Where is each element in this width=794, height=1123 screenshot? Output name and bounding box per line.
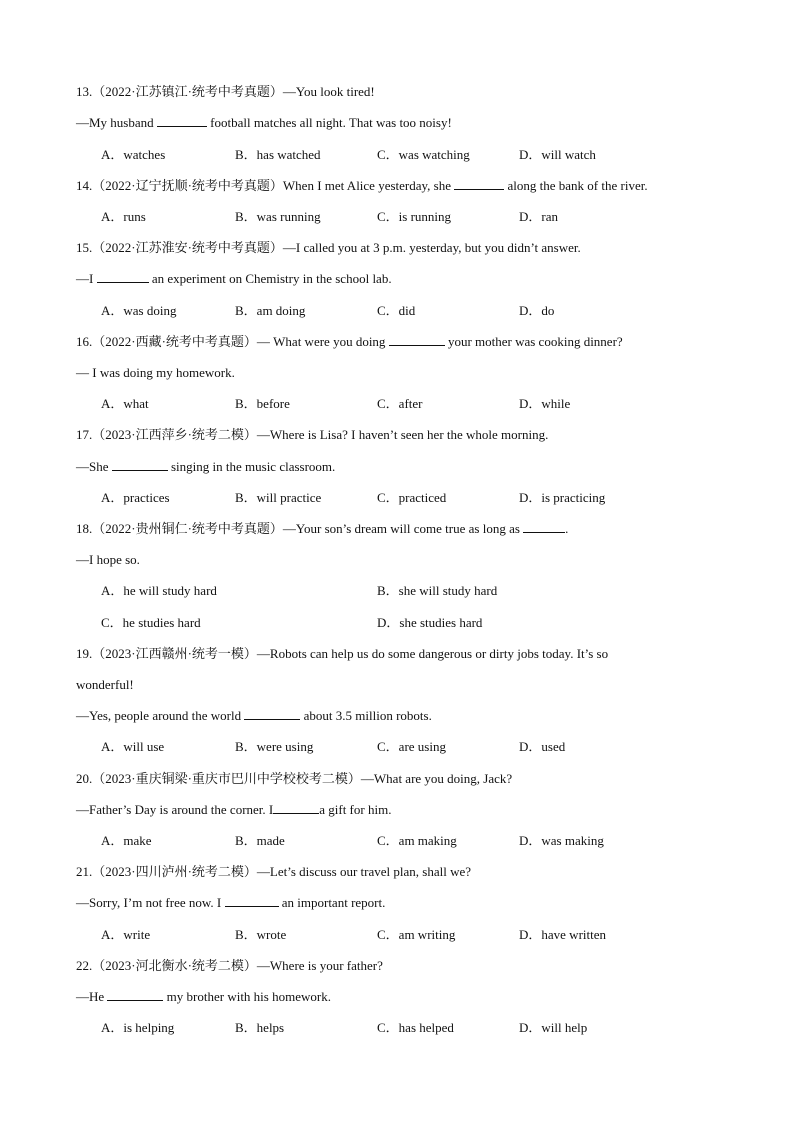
option-b: B．has watched (235, 147, 321, 162)
question-15-stem: 15.（2022·江苏淮安·统考中考真题）—I called you at 3 p.m. yesterday, but you didn’t answer. (76, 240, 581, 255)
option-b: B．am doing (235, 303, 306, 318)
question-18-line2: —I hope so. (76, 552, 140, 567)
answer-blank (389, 334, 445, 346)
answer-blank (225, 895, 279, 907)
option-b: B．she will study hard (377, 583, 498, 598)
question-21-line2: —Sorry, I’m not free now. I an important report. (76, 895, 386, 910)
option-a: A．make (101, 833, 152, 848)
question-17-stem: 17.（2023·江西萍乡·统考二模）—Where is Lisa? I haven’t seen her the whole morning. (76, 427, 549, 442)
answer-blank (273, 802, 319, 814)
question-22-line2: —He my brother with his homework. (76, 989, 331, 1004)
option-c: C．after (377, 396, 423, 411)
option-c: C．is running (377, 209, 452, 224)
option-c: C．was watching (377, 147, 470, 162)
answer-blank (107, 989, 163, 1001)
option-d: D．do (519, 303, 555, 318)
option-a: A．what (101, 396, 149, 411)
option-c: C．am writing (377, 927, 456, 942)
question-22-stem: 22.（2023·河北衡水·统考二模）—Where is your father? (76, 958, 383, 973)
option-d: D．is practicing (519, 490, 606, 505)
question-15-line2: —I an experiment on Chemistry in the school lab. (76, 271, 392, 286)
option-c: C．are using (377, 739, 446, 754)
option-a: A．will use (101, 739, 165, 754)
question-13-stem: 13.（2022·江苏镇江·统考中考真题）—You look tired! (76, 84, 375, 99)
question-19-stem: 19.（2023·江西赣州·统考一模）—Robots can help us do some dangerous or dirty jobs today. It’s so (76, 646, 609, 661)
option-a: A．runs (101, 209, 146, 224)
option-b: B．was running (235, 209, 321, 224)
option-d: D．will watch (519, 147, 596, 162)
option-c: C．practiced (377, 490, 447, 505)
question-19-stem-cont: wonderful! (76, 677, 134, 692)
option-d: D．have written (519, 927, 607, 942)
answer-blank (523, 521, 565, 533)
question-16-stem: 16.（2022·西藏·统考中考真题）— What were you doing your mother was cooking dinner? (76, 334, 623, 349)
question-13-line2: —My husband football matches all night. That was too noisy! (76, 115, 452, 130)
option-a: A．write (101, 927, 151, 942)
option-c: C．did (377, 303, 416, 318)
option-d: D．was making (519, 833, 604, 848)
option-a: A．is helping (101, 1020, 175, 1035)
option-d: D．ran (519, 209, 558, 224)
option-b: B．made (235, 833, 285, 848)
option-b: B．helps (235, 1020, 285, 1035)
option-a: A．practices (101, 490, 170, 505)
option-c: C．am making (377, 833, 457, 848)
option-b: B．wrote (235, 927, 287, 942)
answer-blank (157, 115, 207, 127)
option-c: C．has helped (377, 1020, 454, 1035)
option-d: D．used (519, 739, 566, 754)
option-b: B．were using (235, 739, 314, 754)
question-19-line2: —Yes, people around the world about 3.5 million robots. (76, 708, 432, 723)
answer-blank (454, 178, 504, 190)
question-14-stem: 14.（2022·辽宁抚顺·统考中考真题）When I met Alice yesterday, she along the bank of the river. (76, 178, 648, 193)
answer-blank (244, 708, 300, 720)
option-d: D．will help (519, 1020, 588, 1035)
question-21-stem: 21.（2023·四川泸州·统考二模）—Let’s discuss our travel plan, shall we? (76, 864, 471, 879)
question-18-stem: 18.（2022·贵州铜仁·统考中考真题）—Your son’s dream will come true as long as . (76, 521, 569, 536)
question-17-line2: —She singing in the music classroom. (76, 459, 336, 474)
option-a: A．he will study hard (101, 583, 217, 598)
option-d: D．she studies hard (377, 615, 483, 630)
option-d: D．while (519, 396, 571, 411)
question-20-line2: —Father’s Day is around the corner. I a gift for him. (76, 802, 392, 817)
option-a: A．was doing (101, 303, 177, 318)
question-16-line2: — I was doing my homework. (76, 365, 235, 380)
question-20-stem: 20.（2023·重庆铜梁·重庆市巴川中学校校考二模）—What are you doing, Jack? (76, 771, 513, 786)
option-a: A．watches (101, 147, 166, 162)
answer-blank (112, 459, 168, 471)
option-c: C．he studies hard (101, 615, 201, 630)
answer-blank (97, 271, 149, 283)
option-b: B．before (235, 396, 290, 411)
option-b: B．will practice (235, 490, 322, 505)
